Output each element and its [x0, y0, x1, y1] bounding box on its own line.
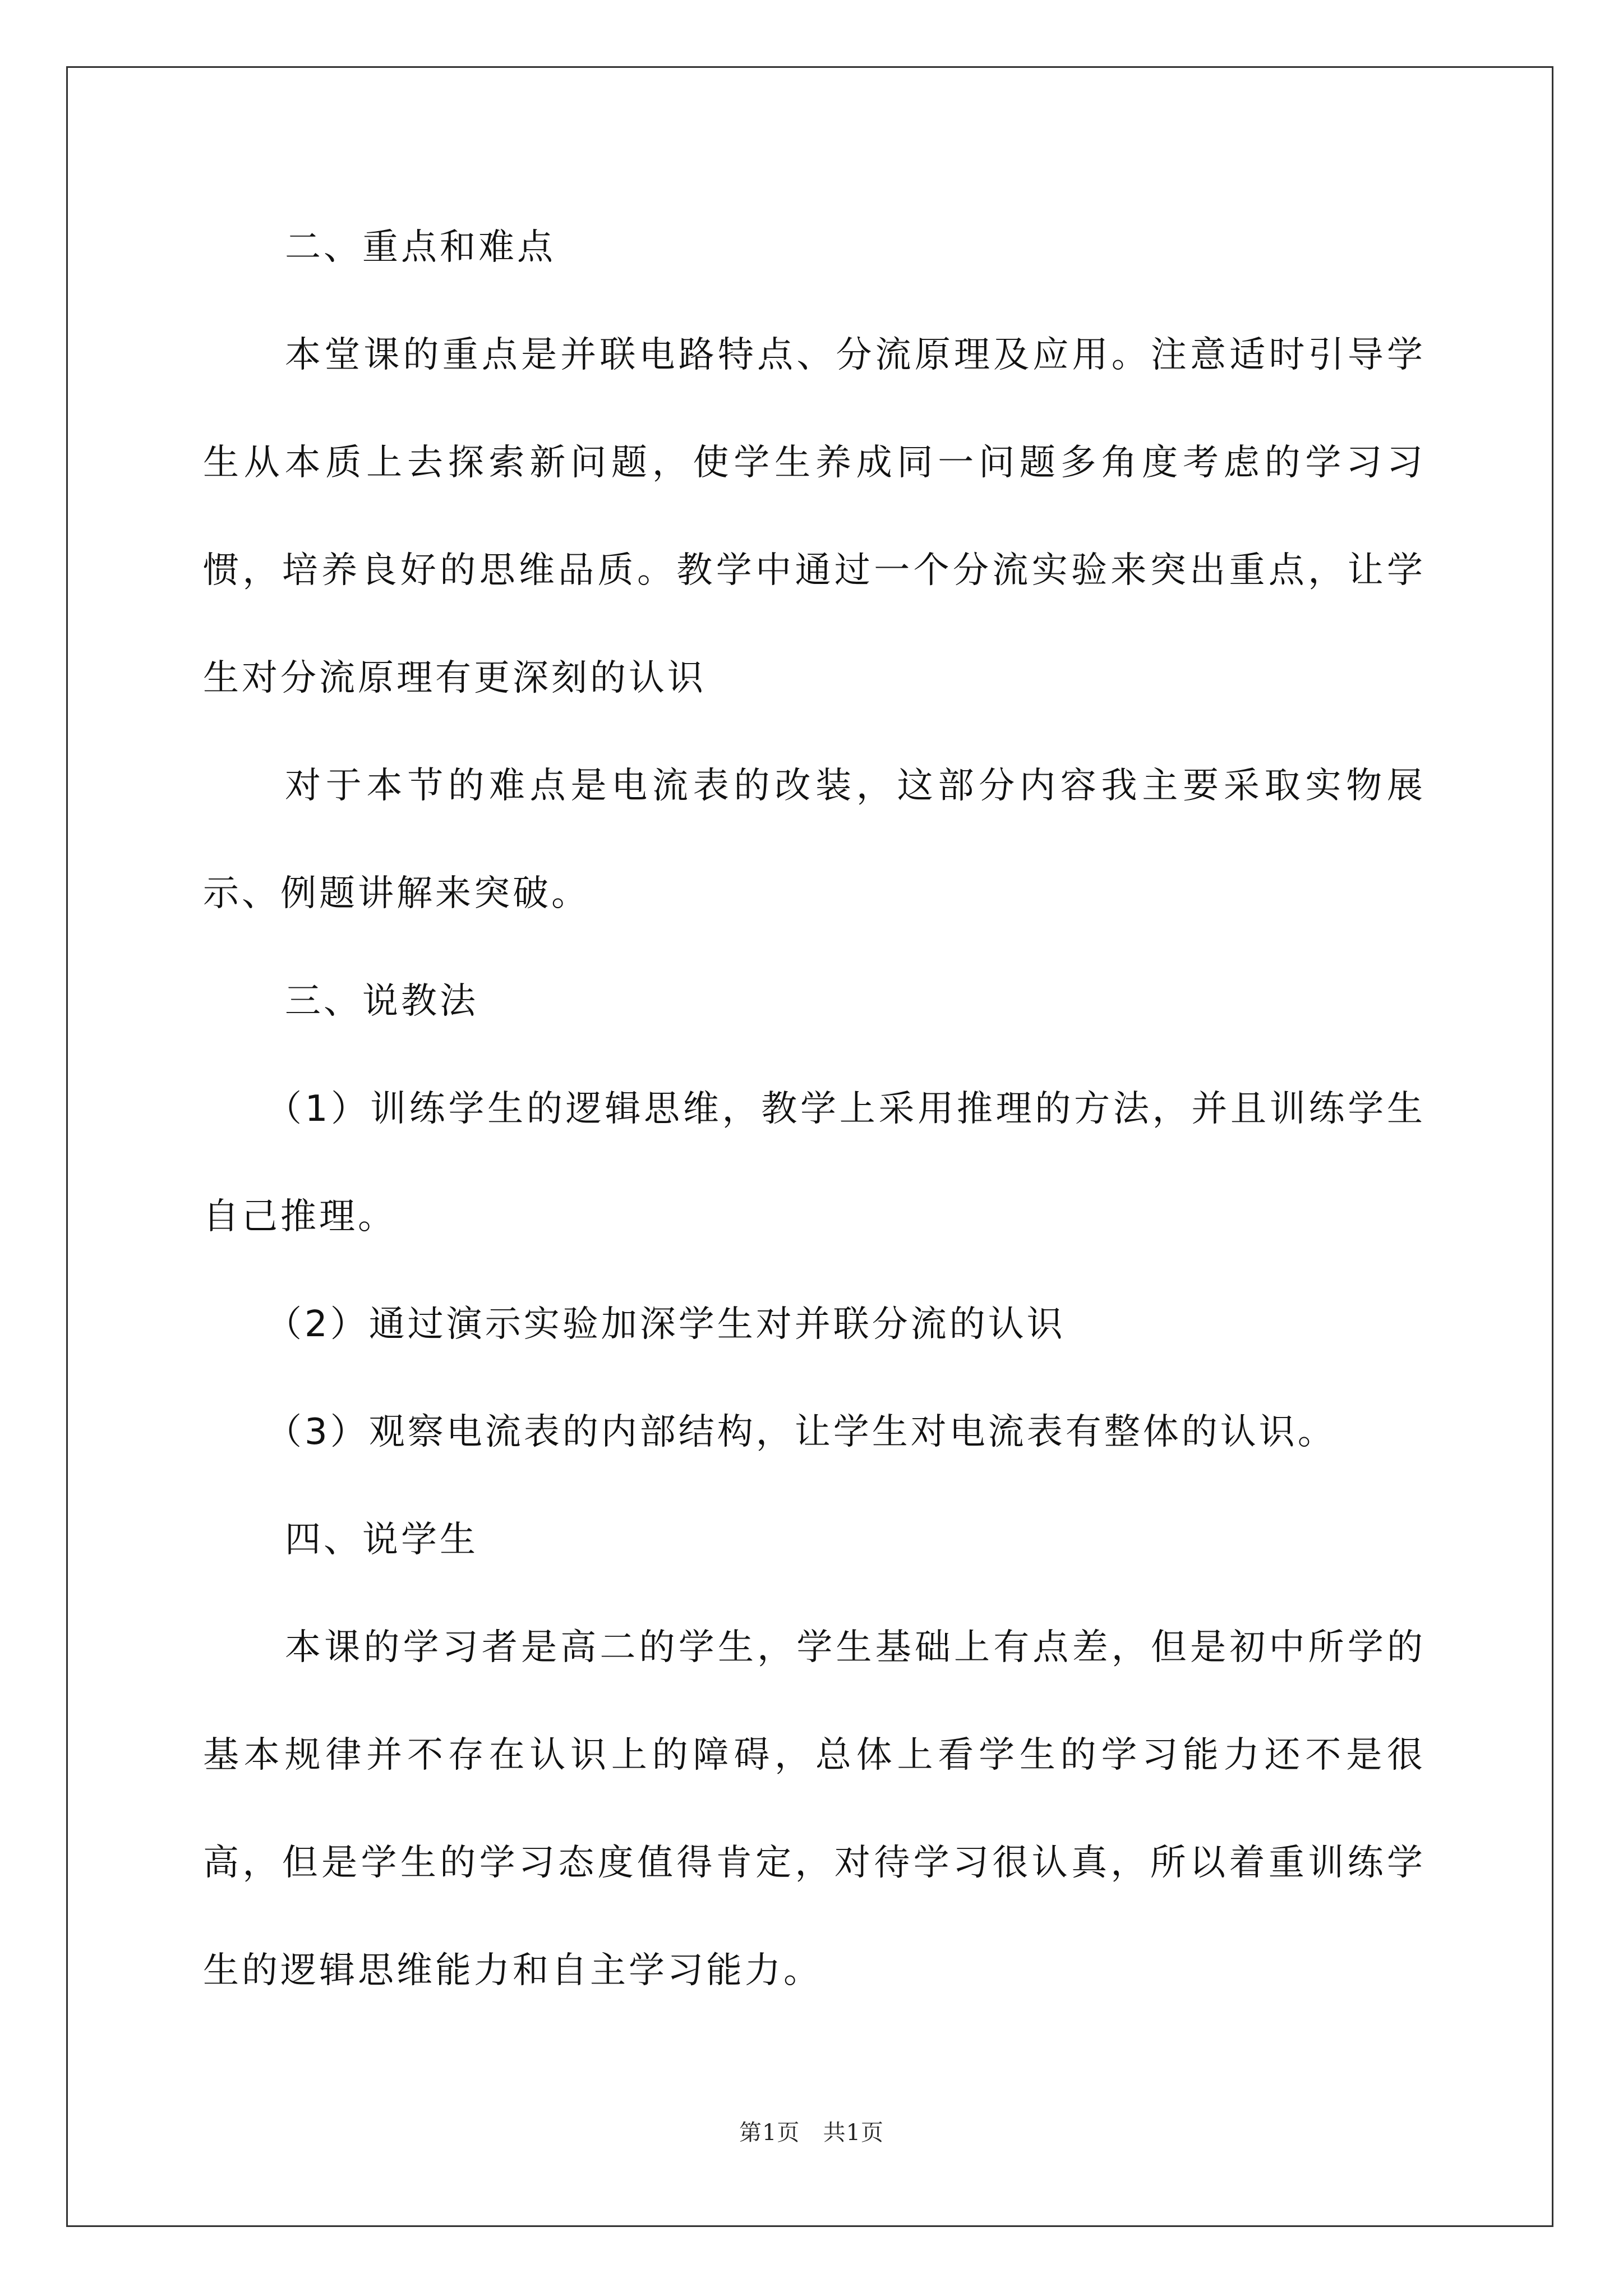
page-total: 共1页 — [823, 2120, 884, 2146]
paragraph-key-points: 本堂课的重点是并联电路特点、分流原理及应用。注意适时引导学生从本质上去探索新问题，使学生养成同一问题多角度考虑的学习习惯，培养良好的思维品质。教学中通过一个分流实验来突出重点，让学生对分流原理有更深刻的认识 — [203, 334, 1426, 699]
section-heading-students: 四、说学生 — [285, 1519, 478, 1561]
section-heading-key-points: 二、重点和难点 — [285, 227, 556, 268]
list-item-method-2: （2）通过演示实验加深学生对并联分流的认识 — [266, 1304, 1066, 1345]
paragraph-students: 本课的学习者是高二的学生，学生基础上有点差，但是初中所学的基本规律并不存在认识上的障碍，总体上看学生的学习能力还不是很高，但是学生的学习态度值得肯定，对待学习很认真，所以着重训练学生的逻辑思维能力和自主学习能力。 — [203, 1627, 1426, 1991]
paragraph-difficulty: 对于本节的难点是电流表的改装，这部分内容我主要采取实物展示、例题讲解来突破。 — [203, 765, 1426, 914]
list-item-method-1: （1）训练学生的逻辑思维，教学上采用推理的方法，并且训练学生自己推理。 — [203, 1088, 1426, 1237]
page-footer — [0, 2115, 1623, 2147]
document-body — [203, 194, 1426, 2024]
section-heading-teaching-method: 三、说教法 — [285, 981, 478, 1022]
page-number: 第1页 — [739, 2120, 800, 2146]
list-item-method-3: （3）观察电流表的内部结构，让学生对电流表有整体的认识。 — [266, 1411, 1336, 1453]
